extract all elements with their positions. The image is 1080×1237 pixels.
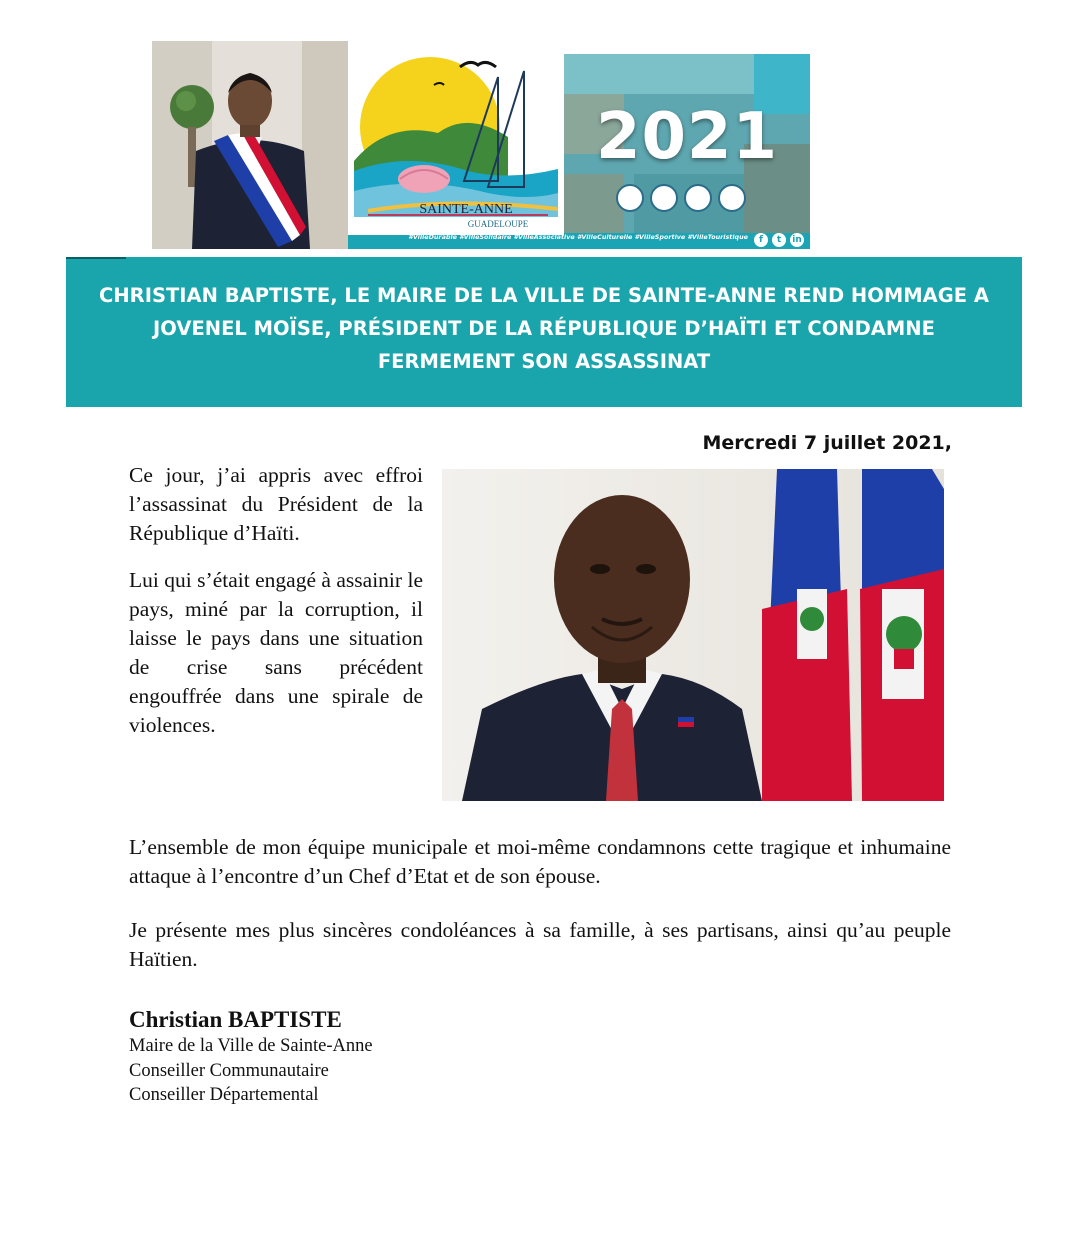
twitter-icon[interactable]: t (772, 233, 786, 247)
swim-icon (650, 184, 678, 212)
sainte-anne-logo (348, 41, 564, 249)
mayor-photo (152, 41, 348, 249)
title-banner (66, 257, 1022, 407)
signatory-name: Christian BAPTISTE (129, 1007, 342, 1032)
signatory-title-1: Maire de la Ville de Sainte-Anne (129, 1036, 373, 1056)
paragraph-4: Je présente mes plus sincères condoléances à sa famille, à ses partisans, ainsi qu’au peuple Haïtien. (129, 918, 951, 971)
paragraph-3: L’ensemble de mon équipe municipale et moi-même condamnons cette tragique et inhumaine attaque à l’encontre d’un Chef d’Etat et de son épouse. (129, 835, 951, 888)
banner-accent-line (66, 257, 126, 259)
paragraph-2: Lui qui s’était engagé à assainir le pays, miné par la corruption, il laisse le pays dans une situation de crise sans précédent engouffrée dans une spirale de violences. (129, 568, 423, 737)
page-title: CHRISTIAN BAPTISTE, LE MAIRE DE LA VILLE DE SAINTE-ANNE REND HOMMAGE A JOVENEL MOÏSE, PRÉSIDENT DE LA RÉPUBLIQUE D’HAÏTI ET CONDAMNE FERMEMENT SON ASSASSINAT (99, 284, 989, 373)
main-text (129, 833, 951, 974)
facebook-icon[interactable]: f (754, 233, 768, 247)
hand-icon (718, 184, 746, 212)
logo-name: SAINTE-ANNE (419, 202, 513, 217)
signatory-title-3: Conseiller Départemental (129, 1085, 319, 1105)
social-icons (754, 233, 804, 247)
bike-icon (616, 184, 644, 212)
signature-block (129, 1006, 373, 1108)
left-column (129, 461, 423, 740)
instagram-icon[interactable]: in (790, 233, 804, 247)
promo-year: 2021 (595, 100, 779, 174)
paragraph-1: Ce jour, j’ai appris avec effroi l’assassinat du Président de la République d’Haïti. (129, 463, 423, 545)
promo-hashtags: #VilleDurable #VilleSolidaire #VilleAssociative #VilleCulturelle #VilleSportive #VilleTouristique (408, 233, 748, 241)
palm-icon (684, 184, 712, 212)
date-line: Mercredi 7 juillet 2021, (702, 432, 952, 454)
signatory-title-2: Conseiller Communautaire (129, 1060, 329, 1081)
logo-region: GUADELOUPE (467, 219, 529, 229)
president-photo (442, 469, 944, 801)
